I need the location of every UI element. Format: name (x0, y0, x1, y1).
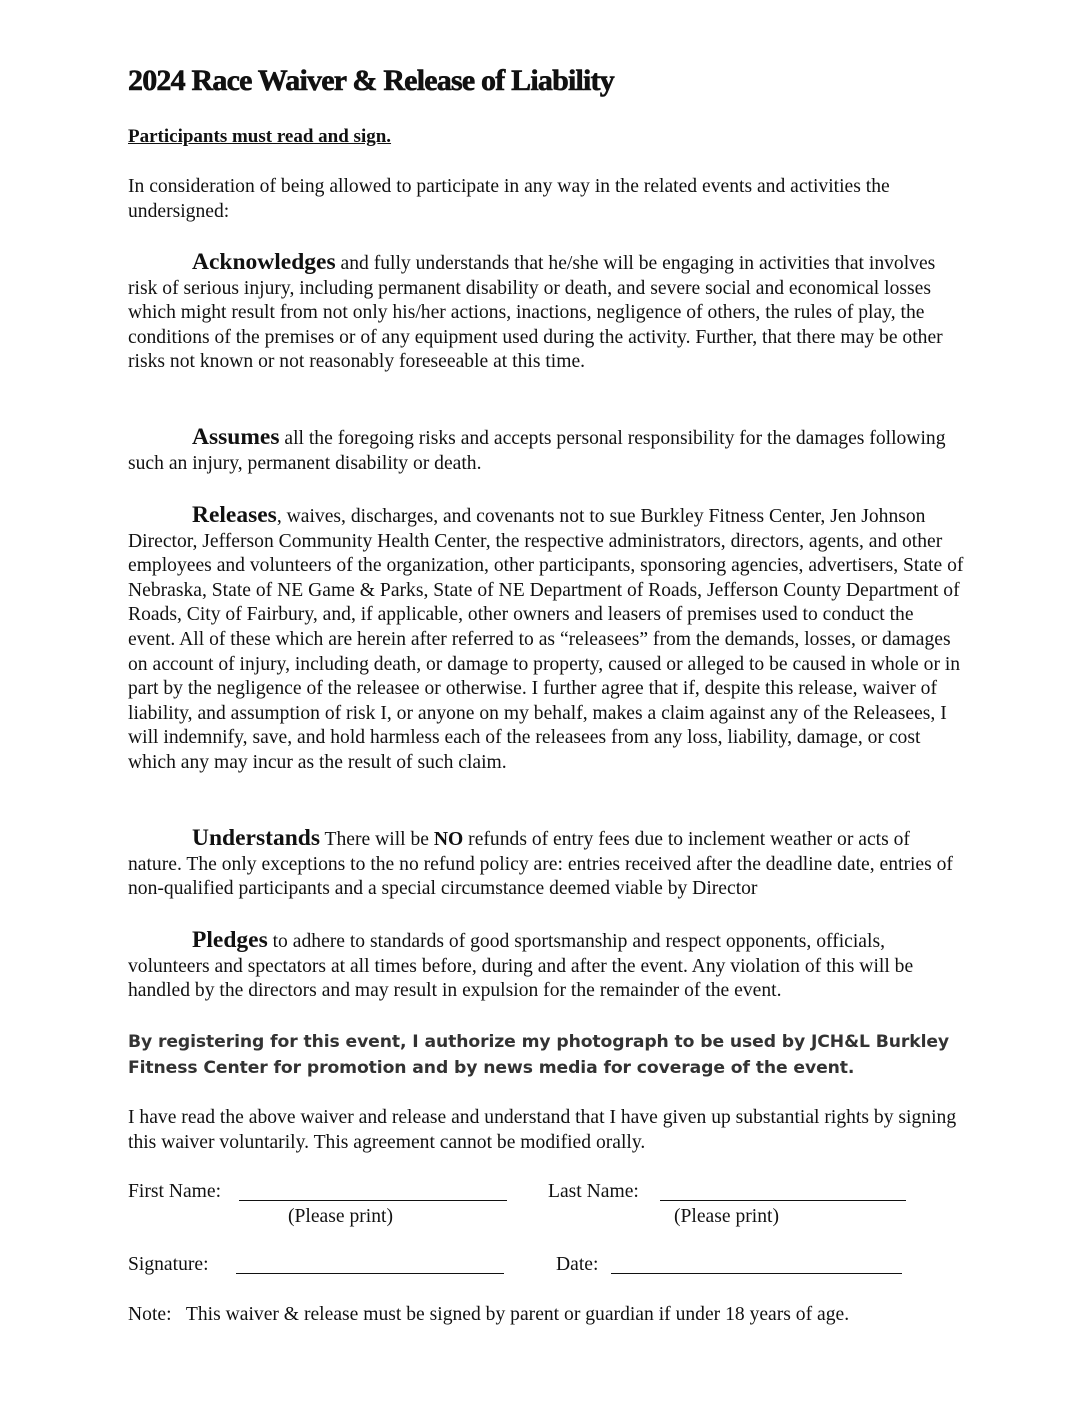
last-name-label: Last Name: (548, 1181, 639, 1202)
photo-consent-paragraph: By registering for this event, I authorize my photograph to be used by JCH&L Burkley Fitness Center for promotion and by news media for coverage of the event. (128, 1032, 950, 1078)
understands-text-before: There will be (319, 829, 434, 850)
date-label: Date: (556, 1254, 599, 1275)
releases-paragraph (128, 503, 964, 776)
intro-paragraph: In consideration of being allowed to participate in any way in the related events and activities the undersigned: (128, 176, 890, 222)
first-name-field[interactable] (239, 1200, 507, 1201)
last-name-field[interactable] (660, 1200, 906, 1201)
first-name-label: First Name: (128, 1181, 222, 1202)
acknowledges-lead: Acknowledges (192, 249, 336, 275)
releases-text: , waives, discharges, and covenants not to sue Burkley Fitness Center, Jen Johnson Director, Jefferson Community Health Center, the respective administrators, directors, agents, and other employees and volunteers of the organization, other participants, sponsoring agencies, advertisers, State of Nebraska, State of NE Game & Parks, State of NE Department of Roads, Jefferson County Department of Roads, City of Fairbury, and, if applicable, other owners and leasers of premises used to conduct the event. All of these which are herein after referred to as “releasees” from the demands, losses, or damages on account of injury, including death, or damage to property, caused or alleged to be caused in whole or in part by the negligence of the releasee or otherwise. I further agree that if, despite this release, waiver of liability, and assumption of risk I, or anyone on my behalf, makes a claim against any of the Releasees, I will indemnify, save, and hold harmless each of the releasees from any loss, liability, damage, or cost which any may incur as the result of such claim. (128, 506, 964, 773)
date-field[interactable] (611, 1273, 902, 1274)
understands-text: refunds of entry fees due to inclement weather or acts of nature. The only exceptions to the no refund policy are: entries received after the deadline date, entries of non-qualified participants and a special circumstance deemed viable by Director (128, 829, 953, 900)
acknowledges-text: and fully understands that he/she will be engaging in activities that involves risk of serious injury, including permanent disability or death, and severe social and economical losses which might result from not only his/her actions, inactions, negligence of others, the rules of play, the conditions of the premises or of any equipment used during the activity. Further, that there may be other risks not known or not reasonably foreseeable at this time. (128, 253, 943, 373)
agreement-paragraph: I have read the above waiver and release and understand that I have given up substantial rights by signing this waiver voluntarily. This agreement cannot be modified orally. (128, 1107, 957, 1153)
understands-emphasis: NO (433, 829, 464, 850)
assumes-paragraph (128, 425, 964, 476)
understands-lead: Understands (192, 825, 320, 851)
pledges-lead: Pledges (192, 927, 268, 953)
acknowledges-paragraph (128, 250, 964, 375)
document-title: 2024 Race Waiver & Release of Liability (128, 64, 614, 97)
assumes-lead: Assumes (192, 424, 280, 450)
pledges-paragraph (128, 928, 964, 1004)
subheading: Participants must read and sign. (128, 126, 392, 147)
releases-lead: Releases (192, 502, 277, 528)
assumes-text: all the foregoing risks and accepts personal responsibility for the damages following such an injury, permanent disability or death. (128, 428, 946, 474)
understands-paragraph (128, 826, 964, 902)
signature-field[interactable] (236, 1273, 504, 1274)
guardian-note: Note: This waiver & release must be signed by parent or guardian if under 18 years of age. (128, 1304, 850, 1325)
last-name-hint: (Please print) (674, 1206, 780, 1227)
first-name-hint: (Please print) (288, 1206, 394, 1227)
pledges-text: to adhere to standards of good sportsmanship and respect opponents, officials, volunteers and spectators at all times before, during and after the event. Any violation of this will be handled by the directors and may result in expulsion for the remainder of the event. (128, 931, 914, 1002)
signature-label: Signature: (128, 1254, 209, 1275)
